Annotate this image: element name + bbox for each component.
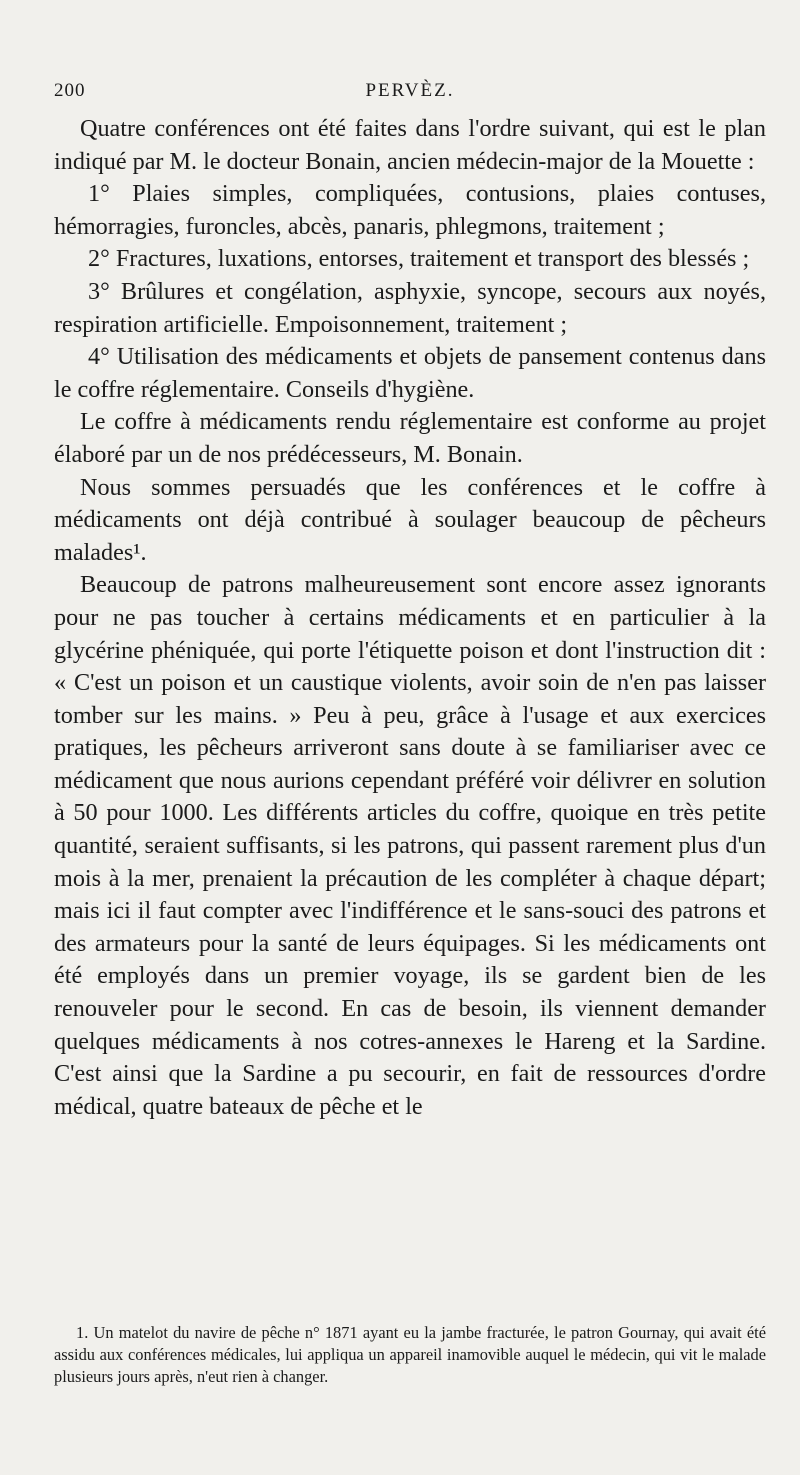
running-head	[54, 80, 766, 106]
footnote	[54, 1322, 766, 1388]
footnote-text: 1. Un matelot du navire de pêche n° 1871 ayant eu la jambe fracturée, le patron Gournay, qui avait été assidu aux conférences médicales, lui appliqua un appareil inamovible auquel le médecin, qui vit le malade plusieurs jours après, n'eut rien à changer.	[54, 1323, 766, 1386]
list-item-4: 4° Utilisation des médicaments et objets de pansement contenus dans le coffre réglementaire. Conseils d'hygiène.	[54, 343, 766, 403]
paragraph-patrons: Beaucoup de patrons malheureusement sont encore assez ignorants pour ne pas toucher à certains médicaments et en particulier à la glycérine phéniquée, qui porte l'étiquette poison et dont l'instruction dit : « C'est un poison et un caustique violents, avoir soin de n'en pas laisser tomber sur les mains. » Peu à peu, grâce à l'usage et aux exercices pratiques, les pêcheurs arriveront sans doute à se familiariser avec ce médicament que nous aurions cependant préféré voir délivrer en solution à 50 pour 1000. Les différents articles du coffre, quoique en très petite quantité, seraient suffisants, si les patrons, qui passent rarement plus d'un mois à la mer, prenaient la précaution de les compléter à chaque départ; mais ici il faut compter avec l'indifférence et le sans-souci des patrons et des armateurs pour la santé de leurs équipages. Si les médicaments ont été employés dans un premier voyage, ils se gardent bien de les renouveler pour le second. En cas de besoin, ils viennent demander quelques médicaments à nos cotres-annexes le Hareng et la Sardine. C'est ainsi que la Sardine a pu secourir, en fait de ressources d'ordre médical, quatre bateaux de pêche et le	[54, 571, 766, 1120]
list-item-1: 1° Plaies simples, compliquées, contusions, plaies contuses, hémorragies, furoncles, abcès, panaris, phlegmons, traitement ;	[54, 180, 766, 240]
running-title: PERVÈZ.	[365, 80, 455, 101]
list-item-3: 3° Brûlures et congélation, asphyxie, syncope, secours aux noyés, respiration artificielle. Empoisonnement, traitement ;	[54, 277, 766, 338]
list-item-2: 2° Fractures, luxations, entorses, traitement et transport des blessés ;	[88, 245, 750, 273]
paragraph-coffre: Le coffre à médicaments rendu réglementaire est conforme au projet élaboré par un de nos prédécesseurs, M. Bonain.	[54, 408, 766, 468]
book-page	[54, 0, 766, 1475]
paragraph-intro: Quatre conférences ont été faites dans l'ordre suivant, qui est le plan indiqué par M. le docteur Bonain, ancien médecin-major de la Mouette :	[54, 115, 766, 175]
body-text	[54, 113, 766, 1123]
page-number: 200	[54, 80, 86, 101]
paragraph-persuades: Nous sommes persuadés que les conférences et le coffre à médicaments ont déjà contribué à soulager beaucoup de pêcheurs malades¹.	[54, 473, 766, 566]
footnote-divider	[54, 1290, 766, 1291]
